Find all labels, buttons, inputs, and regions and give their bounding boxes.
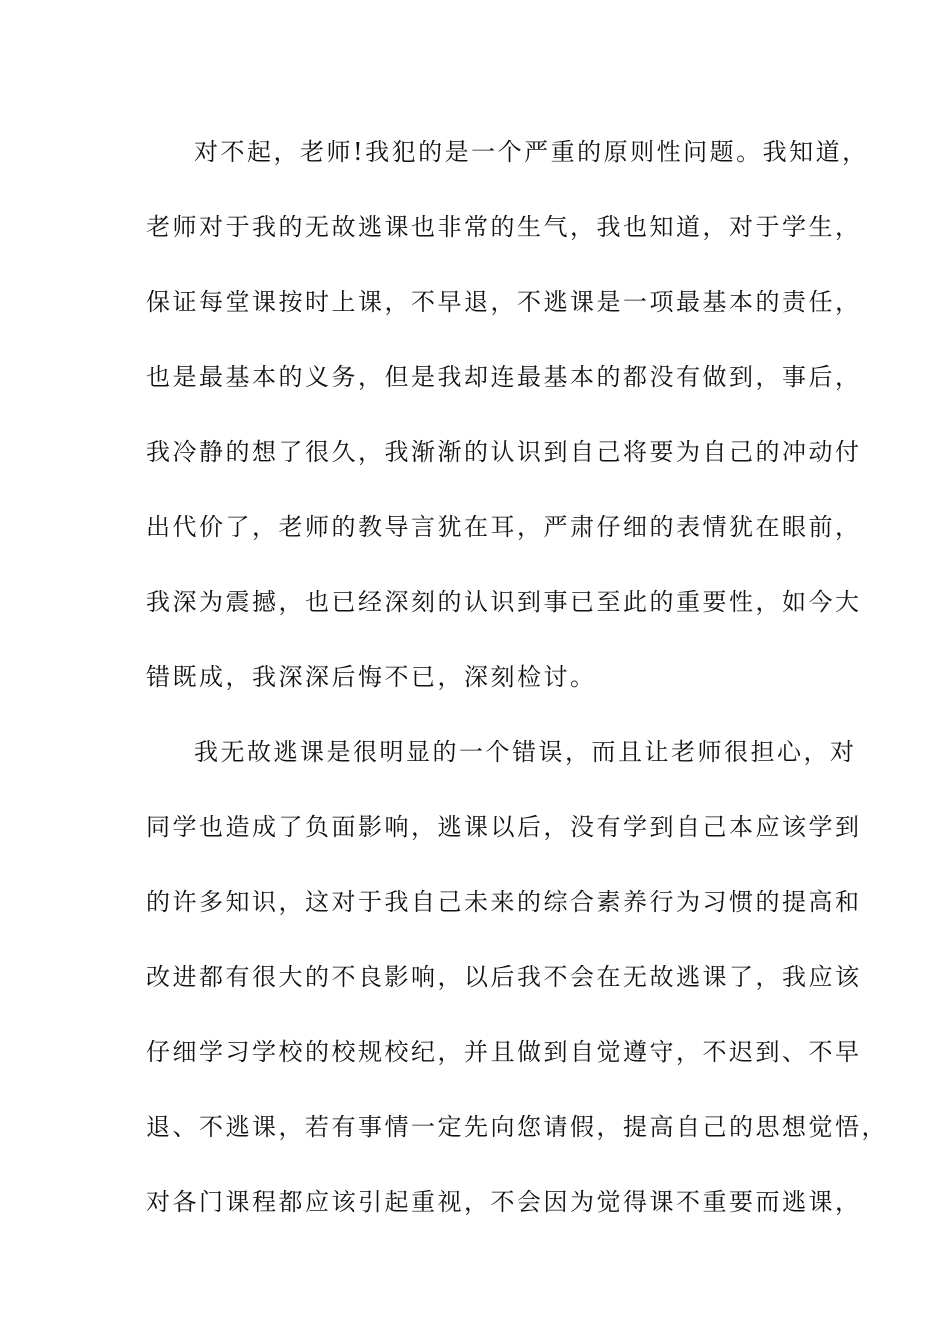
paragraph-1-line-7: 我深为震撼，也已经深刻的认识到事已至此的重要性，如今大 (146, 588, 862, 616)
paragraph-1-line-4: 也是最基本的义务，但是我却连最基本的都没有做到，事后， (146, 363, 862, 391)
paragraph-2-line-7: 对各门课程都应该引起重视，不会因为觉得课不重要而逃课， (146, 1188, 862, 1216)
paragraph-1-line-5: 我冷静的想了很久，我渐渐的认识到自己将要为自己的冲动付 (146, 438, 862, 466)
paragraph-2-line-3: 的许多知识，这对于我自己未来的综合素养行为习惯的提高和 (146, 888, 862, 916)
paragraph-2-line-4: 改进都有很大的不良影响，以后我不会在无故逃课了，我应该 (146, 963, 862, 991)
paragraph-1-line-8: 错既成，我深深后悔不已，深刻检讨。 (146, 663, 597, 691)
paragraph-2-line-6: 退、不逃课，若有事情一定先向您请假，提高自己的思想觉悟， (146, 1113, 888, 1141)
paragraph-2-line-2: 同学也造成了负面影响，逃课以后，没有学到自己本应该学到 (146, 813, 862, 841)
paragraph-1-line-2: 老师对于我的无故逃课也非常的生气，我也知道，对于学生， (146, 213, 862, 241)
paragraph-1-line-3: 保证每堂课按时上课，不早退，不逃课是一项最基本的责任， (146, 288, 862, 316)
paragraph-2-line-1: 我无故逃课是很明显的一个错误，而且让老师很担心，对 (194, 738, 857, 766)
paragraph-1-line-6: 出代价了，老师的教导言犹在耳，严肃仔细的表情犹在眼前， (146, 513, 862, 541)
paragraph-2-line-5: 仔细学习学校的校规校纪，并且做到自觉遵守，不迟到、不早 (146, 1038, 862, 1066)
paragraph-1-line-1: 对不起，老师!我犯的是一个严重的原则性问题。我知道， (194, 138, 869, 166)
